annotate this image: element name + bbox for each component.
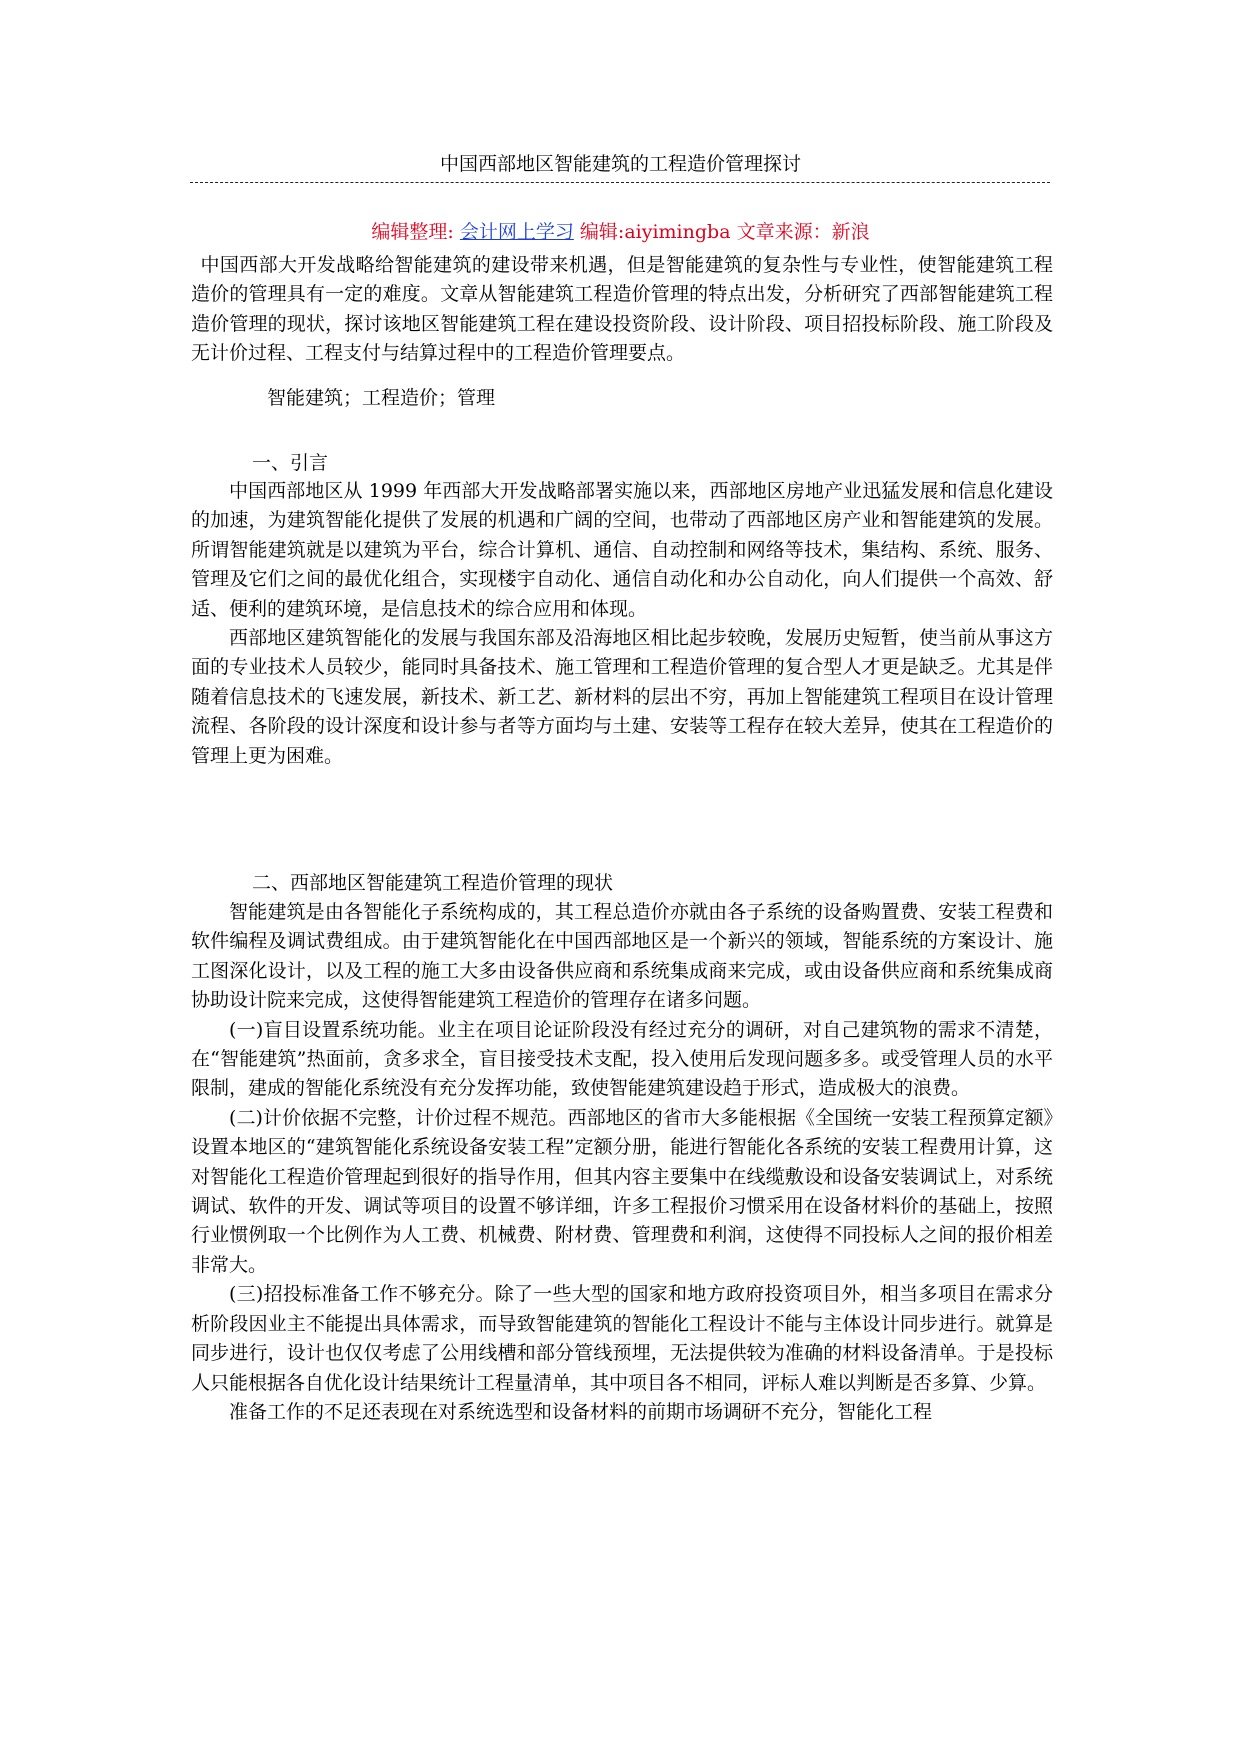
paragraph: 准备工作的不足还表现在对系统选型和设备材料的前期市场调研不充分，智能化工程: [229, 1400, 933, 1423]
editor-label: 编辑整理:: [371, 221, 454, 243]
document-title: 中国西部地区智能建筑的工程造价管理探讨: [439, 153, 801, 175]
paragraph: 智能建筑是由各智能化子系统构成的，其工程总造价亦就由各子系统的设备购置费、安装工程费和软件编程及调试费组成。由于建筑智能化在中国西部地区是一个新兴的领域，智能系统的方案设计、施工图深化设计，以及工程的施工大多由设备供应商和系统集成商来完成，或由设备供应商和系统集成商协助设计院来完成，这使得智能建筑工程造价的管理存在诸多问题。: [191, 901, 1053, 1012]
paragraph: (三)招投标准备工作不够充分。除了一些大型的国家和地方政府投资项目外，相当多项目在需求分析阶段因业主不能提出具体需求，而导致智能建筑的智能化工程设计不能与主体设计同步进行。就算是同步进行，设计也仅仅考虑了公用线槽和部分管线预埋，无法提供较为准确的材料设备清单。于是投标人只能根据各自优化设计结果统计工程量清单，其中项目各不相同，评标人难以判断是否多算、少算。: [191, 1283, 1053, 1394]
editor-name: 编辑:aiyimingba: [579, 221, 731, 243]
section-2-body: [191, 898, 1053, 1427]
abstract: [191, 251, 1053, 369]
site-link[interactable]: 会计网上学习: [459, 221, 574, 243]
article-source: 文章来源：新浪: [736, 221, 870, 243]
keywords: 智能建筑；工程造价；管理: [267, 387, 496, 409]
section-heading-1: 一、引言: [252, 452, 329, 474]
article-meta: [0, 218, 1241, 246]
paragraph: (二)计价依据不完整，计价过程不规范。西部地区的省市大多能根据《全国统一安装工程预算定额》设置本地区的“建筑智能化系统设备安装工程”定额分册，能进行智能化各系统的安装工程费用计算，这对智能化工程造价管理起到很好的指导作用，但其内容主要集中在线缆敷设和设备安装调试上，对系统调试、软件的开发、调试等项目的设置不够详细，许多工程报价习惯采用在设备材料价的基础上，按照行业惯例取一个比例作为人工费、机械费、附材费、管理费和利润，这使得不同投标人之间的报价相差非常大。: [191, 1106, 1053, 1276]
title-divider: [190, 182, 1050, 183]
abstract-text: 中国西部大开发战略给智能建筑的建设带来机遇，但是智能建筑的复杂性与专业性，使智能建筑工程造价的管理具有一定的难度。文章从智能建筑工程造价管理的特点出发，分析研究了西部智能建筑工程造价管理的现状，探讨该地区智能建筑工程在建设投资阶段、设计阶段、项目招投标阶段、施工阶段及无计价过程、工程支付与结算过程中的工程造价管理要点。: [191, 254, 1053, 365]
paragraph: 中国西部地区从 1999 年西部大开发战略部署实施以来，西部地区房地产业迅猛发展和信息化建设的加速，为建筑智能化提供了发展的机遇和广阔的空间，也带动了西部地区房产业和智能建筑的发展。所谓智能建筑就是以建筑为平台，综合计算机、通信、自动控制和网络等技术，集结构、系统、服务、管理及它们之间的最优化组合，实现楼宇自动化、通信自动化和办公自动化，向人们提供一个高效、舒适、便利的建筑环境，是信息技术的综合应用和体现。: [191, 480, 1053, 620]
section-heading-2: 二、西部地区智能建筑工程造价管理的现状: [252, 872, 614, 894]
section-1-body: [191, 477, 1053, 771]
paragraph: 西部地区建筑智能化的发展与我国东部及沿海地区相比起步较晚，发展历史短暂，使当前从事这方面的专业技术人员较少，能同时具备技术、施工管理和工程造价管理的复合型人才更是缺乏。尤其是伴随着信息技术的飞速发展，新技术、新工艺、新材料的层出不穷，再加上智能建筑工程项目在设计管理流程、各阶段的设计深度和设计参与者等方面均与土建、安装等工程存在较大差异，使其在工程造价的管理上更为困难。: [191, 627, 1053, 767]
paragraph: (一)盲目设置系统功能。业主在项目论证阶段没有经过充分的调研，对自己建筑物的需求不清楚，在“智能建筑”热面前，贪多求全，盲目接受技术支配，投入使用后发现问题多多。或受管理人员的水平限制，建成的智能化系统没有充分发挥功能，致使智能建筑建设趋于形式，造成极大的浪费。: [191, 1018, 1053, 1100]
